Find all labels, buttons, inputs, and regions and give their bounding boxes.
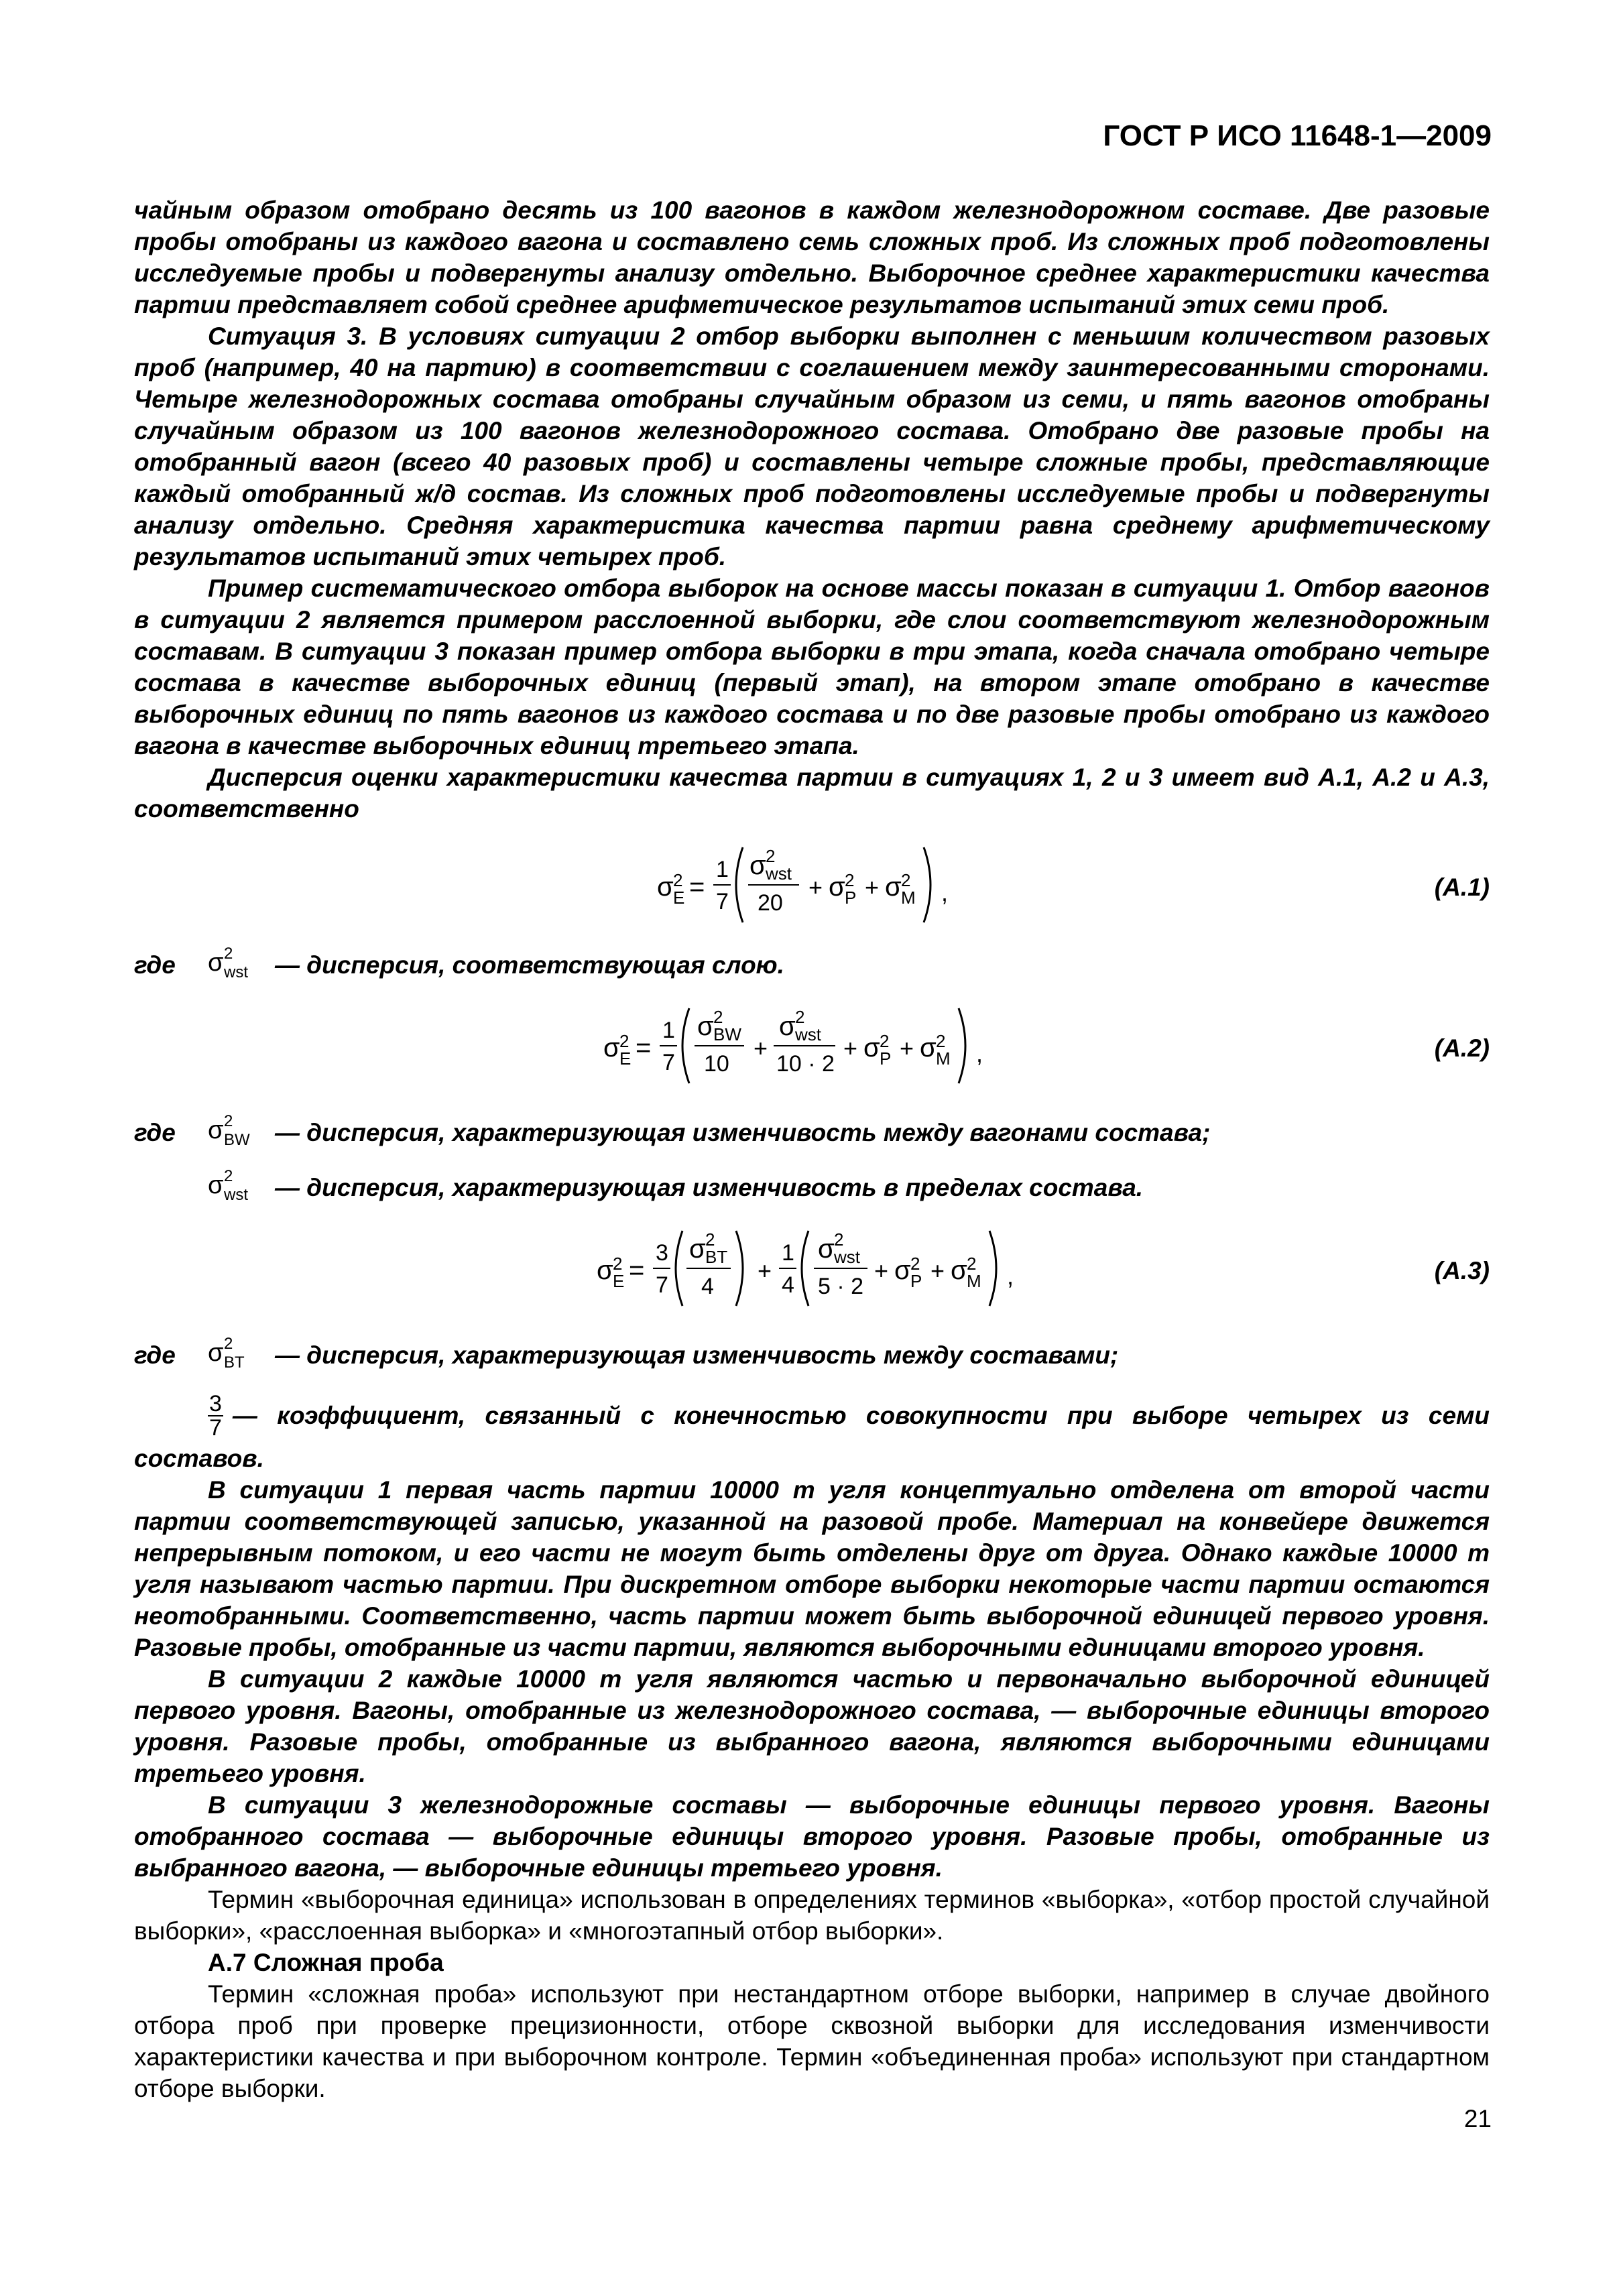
svg-text:E: E — [673, 888, 685, 908]
sigma-wst-symbol — [208, 1165, 261, 1211]
formula-number: (А.2) — [1434, 1034, 1490, 1062]
svg-text:2: 2 — [766, 846, 776, 866]
svg-text:2: 2 — [224, 944, 233, 963]
svg-text:wst: wst — [834, 1247, 860, 1267]
svg-text:2: 2 — [673, 870, 683, 890]
svg-text:,: , — [941, 879, 949, 906]
svg-text:P: P — [910, 1271, 922, 1291]
paragraph: Термин «выборочная единица» использован в определениях терминов «выборка», «отбор простой случайной выборки», «расслоенная выборка» и «многоэтапный отбор выборки». — [134, 1886, 1490, 1945]
svg-text:σ: σ — [208, 1115, 224, 1144]
svg-text:wst: wst — [224, 1185, 248, 1204]
svg-text:σ: σ — [597, 1256, 613, 1285]
definition-text: — дисперсия, характеризующая изменчивость между вагонами состава; — [275, 1119, 1211, 1146]
svg-text:+: + — [808, 873, 823, 901]
svg-text:+: + — [843, 1034, 858, 1062]
svg-text:4: 4 — [701, 1274, 714, 1299]
svg-text:M: M — [967, 1271, 981, 1291]
svg-text:,: , — [976, 1040, 983, 1067]
sigma-wst-symbol — [208, 943, 261, 989]
formula-a1 — [134, 834, 1490, 941]
svg-text:σ: σ — [208, 1338, 224, 1367]
page-number: 21 — [1463, 2105, 1492, 2132]
svg-text:2: 2 — [619, 1031, 629, 1051]
svg-text:+: + — [930, 1257, 945, 1284]
paragraph: чайным образом отобрано десять из 100 вагонов в каждом железнодорожном составе. Две разовые пробы отобраны из каждого вагона и составлено семь сложных проб. Из сложных проб подготовлены исследуемые пробы и подвергнуты анализу отдельно. Выборочное среднее характеристики качества партии представляет собой среднее арифметическое результатов испытаний этих семи проб. — [134, 196, 1490, 318]
svg-text:σ: σ — [779, 1012, 796, 1041]
svg-text:σ: σ — [697, 1012, 714, 1041]
svg-text:2: 2 — [713, 1007, 723, 1027]
svg-text:+: + — [754, 1034, 768, 1062]
where-wst-row — [134, 941, 1490, 989]
paragraph: Пример систематического отбора выборок на основе массы показан в ситуации 1. Отбор вагонов в ситуации 2 является примером расслоенной выборки, где слои соответствуют железнодорожным составам. В ситуации 3 показан пример отбора выборки в три этапа, когда сначала отобрано четыре состава в качестве выборочных единиц (первый этап), на втором этапе отобрано в качестве выборочных единиц по пять вагонов из каждого состава и по две разовые пробы отобрано из каждого вагона в качестве выборочных единиц третьего этапа. — [134, 575, 1490, 760]
svg-text:+: + — [900, 1034, 914, 1062]
paragraph: составов. — [134, 1445, 264, 1472]
svg-text:=: = — [636, 1033, 652, 1063]
svg-text:E: E — [613, 1271, 625, 1291]
where-coef-row — [134, 1389, 1490, 1443]
svg-text:BW: BW — [713, 1024, 741, 1044]
svg-text:=: = — [629, 1256, 645, 1285]
svg-text:2: 2 — [224, 1334, 233, 1353]
svg-text:2: 2 — [834, 1229, 844, 1250]
definition-text: — дисперсия, характеризующая изменчивость в пределах состава. — [275, 1174, 1144, 1201]
paragraph: Дисперсия оценки характеристики качества партии в ситуациях 1, 2 и 3 имеет вид А.1, А.2 и А.3, соответственно — [134, 764, 1490, 823]
svg-text:7: 7 — [716, 889, 729, 914]
formula-a2 — [134, 995, 1490, 1102]
svg-text:,: , — [1007, 1262, 1014, 1290]
svg-text:σ: σ — [818, 1234, 835, 1264]
svg-text:+: + — [758, 1257, 772, 1284]
svg-text:P: P — [845, 888, 857, 908]
svg-text:σ: σ — [208, 948, 224, 977]
definition-text: — дисперсия, характеризующая изменчивость между составами; — [275, 1341, 1119, 1369]
document-header: ГОСТ Р ИСО 11648-1—2009 — [1103, 119, 1492, 152]
svg-text:wst: wst — [795, 1024, 821, 1044]
svg-text:σ: σ — [885, 872, 902, 902]
paragraph: Ситуация 3. В условиях ситуации 2 отбор выборки выполнен с меньшим количеством разовых проб (например, 40 на партию) в соответствии с соглашением между заинтересованными сторонами. Четыре железнодорожных состава отобраны случайным образом из семи, и пять вагонов отобраны случайным образом из 100 вагонов железнодорожного состава. Отобрано две разовые пробы на отобранный вагон (всего 40 разовых проб) и составлены четыре сложные пробы, представляющие каждый отобранный ж/д состав. Из сложных проб подготовлены исследуемые пробы и подвергнуты анализу отдельно. Средняя характеристика качества партии равна среднему арифметическому результатов испытаний этих четырех проб. — [134, 322, 1490, 570]
definition-text: — коэффициент, связанный с конечностью совокупности при выборе четырех из семи — [232, 1402, 1490, 1429]
svg-text:2: 2 — [795, 1007, 805, 1027]
formula-number: (А.1) — [1434, 873, 1490, 901]
formula-a3 — [134, 1217, 1490, 1325]
svg-text:7: 7 — [662, 1050, 675, 1075]
coefficient-fraction — [208, 1392, 223, 1439]
svg-text:2: 2 — [705, 1229, 715, 1250]
svg-text:+: + — [865, 873, 880, 901]
formula-number: (А.3) — [1434, 1257, 1490, 1284]
svg-text:1: 1 — [662, 1018, 675, 1043]
svg-text:2: 2 — [936, 1031, 946, 1051]
svg-text:10: 10 — [704, 1051, 729, 1077]
svg-text:2: 2 — [224, 1166, 233, 1185]
where-label: где — [134, 1341, 176, 1369]
svg-text:2: 2 — [880, 1031, 890, 1051]
where-wst-row-2 — [134, 1164, 1490, 1212]
formula-a1-expression — [657, 834, 1006, 934]
where-label: где — [134, 1119, 176, 1146]
fraction-numerator: 3 — [209, 1391, 222, 1416]
svg-text:1: 1 — [716, 857, 729, 882]
svg-text:BT: BT — [224, 1353, 245, 1372]
svg-text:M: M — [901, 888, 916, 908]
svg-text:BW: BW — [224, 1130, 250, 1149]
svg-text:E: E — [619, 1048, 632, 1069]
svg-text:3: 3 — [656, 1240, 668, 1266]
svg-text:2: 2 — [845, 870, 855, 890]
svg-text:σ: σ — [894, 1256, 911, 1285]
where-label: где — [134, 951, 176, 979]
fraction-denominator: 7 — [209, 1415, 222, 1441]
svg-text:σ: σ — [657, 872, 674, 902]
svg-text:+: + — [874, 1257, 889, 1284]
svg-text:10 · 2: 10 · 2 — [776, 1051, 835, 1077]
svg-text:σ: σ — [829, 872, 845, 902]
svg-text:σ: σ — [920, 1033, 937, 1063]
svg-text:2: 2 — [967, 1254, 977, 1274]
svg-text:7: 7 — [656, 1272, 668, 1298]
svg-text:σ: σ — [863, 1033, 880, 1063]
svg-text:2: 2 — [613, 1254, 623, 1274]
svg-text:σ: σ — [689, 1234, 706, 1264]
svg-text:P: P — [880, 1048, 892, 1069]
svg-text:1: 1 — [782, 1240, 794, 1266]
page-body — [134, 194, 1490, 2104]
svg-text:wst: wst — [224, 963, 248, 981]
sigma-bw-symbol — [208, 1110, 261, 1156]
sigma-bt-symbol — [208, 1333, 261, 1379]
svg-text:BT: BT — [705, 1247, 728, 1267]
section-title: А.7 Сложная проба — [208, 1949, 444, 1976]
paragraph: В ситуации 1 первая часть партии 10000 т угля концептуально отделена от второй части партии соответствующей записью, указанной на разовой пробе. Материал на конвейере движется непрерывным потоком, и его части не могут быть отделены друг от друга. Однако каждые 10000 т угля называют частью партии. При дискретном отборе выборки некоторые части партии остаются неотобранными. Соответственно, часть партии может быть выборочной единицей первого уровня. Разовые пробы, отобранные из части партии, являются выборочными единицами второго уровня. — [134, 1476, 1490, 1661]
where-bw-row — [134, 1109, 1490, 1157]
svg-text:wst: wst — [766, 863, 792, 884]
svg-text:2: 2 — [910, 1254, 920, 1274]
svg-text:M: M — [936, 1048, 951, 1069]
svg-text:σ: σ — [749, 851, 766, 880]
where-bt-row — [134, 1331, 1490, 1380]
svg-text:σ: σ — [951, 1256, 967, 1285]
paragraph: Термин «сложная проба» используют при нестандартном отборе выборки, например в случае двойного отбора проб при проверке прецизионности, отборе сквозной выборки для исследования изменчивости характеристики качества и при выборочном контроле. Термин «объединенная проба» используют при стандартном отборе выборки. — [134, 1980, 1490, 2102]
formula-a2-expression — [603, 995, 1019, 1095]
svg-text:σ: σ — [603, 1033, 620, 1063]
svg-text:2: 2 — [224, 1111, 233, 1130]
svg-text:4: 4 — [782, 1272, 794, 1298]
paragraph: В ситуации 3 железнодорожные составы — выборочные единицы первого уровня. Вагоны отобранного состава — выборочные единицы второго уровня. Разовые пробы, отобранные из выбранного вагона, — выборочные единицы третьего уровня. — [134, 1791, 1490, 1882]
svg-text:=: = — [689, 872, 705, 902]
svg-text:20: 20 — [758, 890, 783, 916]
svg-text:5 · 2: 5 · 2 — [818, 1274, 864, 1299]
svg-text:2: 2 — [901, 870, 911, 890]
svg-text:σ: σ — [208, 1170, 224, 1199]
definition-text: — дисперсия, соответствующая слою. — [275, 951, 784, 979]
formula-a3-expression — [597, 1217, 1026, 1318]
paragraph: В ситуации 2 каждые 10000 т угля являются частью и первоначально выборочной единицей первого уровня. Вагоны, отобранные из железнодорожного состава, — выборочные единицы второго уровня. Разовые пробы, отобранные из выбранного вагона, являются выборочными единицами третьего уровня. — [134, 1665, 1490, 1787]
